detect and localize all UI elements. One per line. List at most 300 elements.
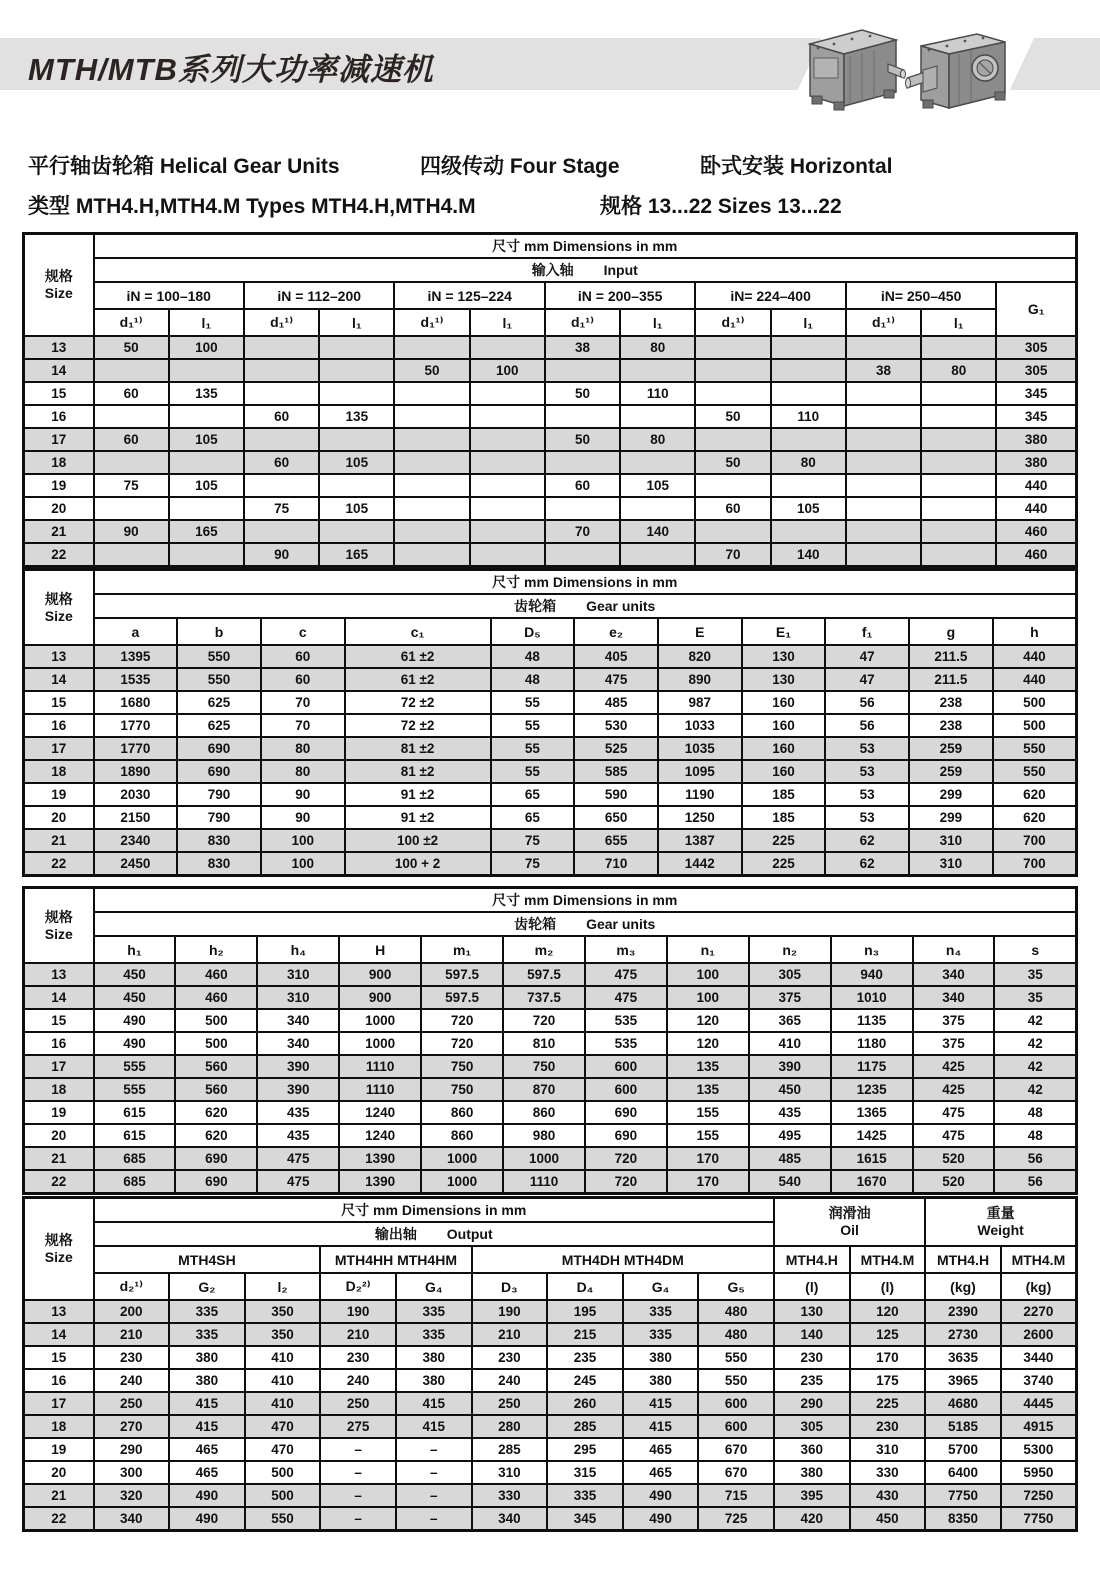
value-cell: 700 [993,829,1077,852]
value-cell: 4445 [1001,1392,1077,1415]
value-cell: 550 [177,668,261,691]
value-cell: 420 [774,1507,850,1531]
value-cell: 340 [913,963,995,986]
value-cell: 330 [850,1461,926,1484]
value-cell: 365 [749,1009,831,1032]
row-size-cell: 18 [24,760,94,783]
value-cell: 597.5 [421,963,503,986]
value-cell: 140 [774,1323,850,1346]
value-cell: 48 [491,668,575,691]
l1-column-header: l₁ [470,309,545,336]
weight-label-zh: 重量 [986,1205,1015,1221]
table-row [24,1124,1077,1147]
value-cell: 90 [244,543,319,567]
row-size-cell: 21 [24,829,94,852]
value-cell [620,543,695,567]
value-cell: 690 [585,1124,667,1147]
value-cell: 299 [909,783,993,806]
table-row [24,760,1077,783]
value-cell: 475 [585,986,667,1009]
value-cell: 380 [396,1369,472,1392]
value-cell: 259 [909,737,993,760]
value-cell: 60 [94,382,169,405]
value-cell [94,497,169,520]
value-cell: 520 [913,1170,995,1194]
gear-units-table-a [22,568,1078,877]
value-cell: 475 [574,668,658,691]
column-header: G₄ [396,1273,472,1300]
value-cell [470,382,545,405]
value-cell: 2150 [94,806,178,829]
value-cell [921,405,996,428]
value-cell [695,382,770,405]
value-cell: 720 [585,1147,667,1170]
value-cell: 3440 [1001,1346,1077,1369]
value-cell: 120 [667,1009,749,1032]
value-cell: 415 [396,1392,472,1415]
value-cell: 90 [261,783,345,806]
subtitle-types: 类型 MTH4.H,MTH4.M Types MTH4.H,MTH4.M [28,195,476,218]
value-cell: 238 [909,714,993,737]
dimensions-header: 尺寸 mm Dimensions in mm [94,570,1077,595]
value-cell: 690 [177,737,261,760]
value-cell: 110 [771,405,846,428]
column-header: D₄ [547,1273,623,1300]
value-cell: 160 [742,737,826,760]
ratio-group-header: iN = 200–355 [545,282,695,309]
gear-units-section-header [94,912,1077,936]
value-cell: 140 [771,543,846,567]
value-cell: 480 [698,1323,774,1346]
value-cell [470,474,545,497]
value-cell: 1033 [658,714,742,737]
value-cell: 91 ±2 [345,783,491,806]
value-cell: 390 [749,1055,831,1078]
value-cell: 120 [667,1032,749,1055]
value-cell: 690 [175,1147,257,1170]
value-cell [244,474,319,497]
gearbox-photo-flange [903,26,1013,118]
value-cell: 380 [996,428,1076,451]
value-cell: 38 [846,359,921,382]
value-cell: 750 [503,1055,585,1078]
value-cell: 520 [913,1147,995,1170]
value-cell: 7250 [1001,1484,1077,1507]
ratio-group-header: iN = 125–224 [394,282,544,309]
value-cell: 470 [245,1438,321,1461]
value-cell: 55 [491,714,575,737]
value-cell: 1000 [339,1032,421,1055]
value-cell [846,497,921,520]
value-cell [470,520,545,543]
value-cell [695,520,770,543]
value-cell [394,474,469,497]
value-cell [244,428,319,451]
value-cell: 380 [396,1346,472,1369]
table-row [24,382,1077,405]
value-cell: 91 ±2 [345,806,491,829]
oil-label-en: Oil [840,1222,859,1238]
value-cell [771,520,846,543]
value-cell: 940 [831,963,913,986]
value-cell: 100 + 2 [345,852,491,876]
value-cell: 105 [319,497,394,520]
row-size-cell: 16 [24,1369,94,1392]
value-cell: 435 [749,1101,831,1124]
value-cell: 720 [503,1009,585,1032]
value-cell: 135 [667,1055,749,1078]
value-cell: 100 [169,336,244,359]
value-cell: 1110 [339,1078,421,1101]
value-cell: 2030 [94,783,178,806]
row-size-cell: 20 [24,1461,94,1484]
value-cell: 890 [658,668,742,691]
value-cell [846,451,921,474]
header-band-right-piece [1010,38,1100,90]
value-cell: 685 [94,1170,176,1194]
value-cell: 345 [547,1507,623,1531]
table-row [24,405,1077,428]
value-cell: – [396,1438,472,1461]
value-cell [244,359,319,382]
value-cell: 345 [996,382,1076,405]
value-cell: 1387 [658,829,742,852]
value-cell: 830 [177,829,261,852]
value-cell: 465 [623,1461,699,1484]
value-cell: 1010 [831,986,913,1009]
value-cell [771,336,846,359]
value-cell: 260 [547,1392,623,1415]
column-header: (kg) [1001,1273,1077,1300]
value-cell: – [320,1484,396,1507]
value-cell: 140 [620,520,695,543]
value-cell: 259 [909,760,993,783]
value-cell: 280 [472,1415,548,1438]
value-cell [470,543,545,567]
value-cell: 460 [996,520,1076,543]
table-row [24,1484,1077,1507]
size-header-en: Size [44,925,73,942]
value-cell: 60 [695,497,770,520]
value-cell: 48 [491,645,575,668]
d1-column-header: d₁¹⁾ [394,309,469,336]
value-cell: 75 [94,474,169,497]
d1-column-header: d₁¹⁾ [545,309,620,336]
value-cell: 500 [175,1009,257,1032]
column-header: D₅ [491,618,575,645]
value-cell: 690 [175,1170,257,1194]
row-size-cell: 16 [24,405,94,428]
value-cell: 440 [993,645,1077,668]
row-size-cell: 20 [24,806,94,829]
value-cell: 1250 [658,806,742,829]
value-cell: 870 [503,1078,585,1101]
table-row [24,852,1077,876]
value-cell [620,497,695,520]
value-cell: 195 [547,1300,623,1323]
ratio-group-header: iN= 224–400 [695,282,845,309]
model-header-mth4h: MTH4.H [925,1246,1001,1273]
l1-column-header: l₁ [620,309,695,336]
value-cell: 60 [545,474,620,497]
value-cell: 3635 [925,1346,1001,1369]
value-cell [545,405,620,428]
subtitle-gear-units: 平行轴齿轮箱 Helical Gear Units [28,155,340,178]
value-cell: 460 [175,986,257,1009]
row-size-cell: 15 [24,382,94,405]
value-cell: 1000 [421,1147,503,1170]
value-cell: 395 [774,1484,850,1507]
input-label-en: Input [603,262,638,278]
value-cell: 290 [774,1392,850,1415]
value-cell: 690 [177,760,261,783]
value-cell [394,428,469,451]
value-cell: 230 [850,1415,926,1438]
value-cell: 200 [94,1300,170,1323]
row-size-cell: 15 [24,1009,94,1032]
value-cell: 725 [698,1507,774,1531]
value-cell: 175 [850,1369,926,1392]
value-cell: 105 [771,497,846,520]
value-cell: 415 [169,1415,245,1438]
size-header-en: Size [44,1249,73,1265]
value-cell: 250 [94,1392,170,1415]
size-header-zh: 规格 [44,590,73,607]
value-cell [545,359,620,382]
value-cell [771,382,846,405]
table-row [24,1438,1077,1461]
value-cell: 35 [994,986,1076,1009]
row-size-cell: 19 [24,1438,94,1461]
value-cell: 1680 [94,691,178,714]
output-label-zh: 输出轴 [374,1226,417,1242]
value-cell [94,543,169,567]
value-cell: 1425 [831,1124,913,1147]
value-cell: 310 [257,986,339,1009]
model-header-mth4h: MTH4.H [774,1246,850,1273]
value-cell: 42 [994,1055,1076,1078]
value-cell: 410 [245,1346,321,1369]
value-cell: 625 [177,691,261,714]
value-cell: 525 [574,737,658,760]
value-cell: 1670 [831,1170,913,1194]
value-cell: 72 ±2 [345,714,491,737]
table-row [24,1078,1077,1101]
value-cell: 375 [913,1009,995,1032]
row-size-cell: 14 [24,1323,94,1346]
value-cell: 820 [658,645,742,668]
value-cell: 535 [585,1009,667,1032]
value-cell: 61 ±2 [345,645,491,668]
value-cell: 600 [698,1392,774,1415]
value-cell [470,336,545,359]
model-group-header-sh: MTH4SH [94,1246,321,1273]
column-header: G₅ [698,1273,774,1300]
value-cell: 380 [996,451,1076,474]
value-cell: 860 [421,1124,503,1147]
value-cell: 320 [94,1484,170,1507]
size-header [24,1198,94,1301]
value-cell: 305 [774,1415,850,1438]
value-cell: 310 [909,829,993,852]
value-cell: 1110 [339,1055,421,1078]
column-header: c [261,618,345,645]
value-cell [169,451,244,474]
value-cell [94,451,169,474]
value-cell: 100 [261,829,345,852]
value-cell: 560 [175,1055,257,1078]
table-row [24,737,1077,760]
value-cell: 80 [921,359,996,382]
value-cell: 475 [585,963,667,986]
value-cell: 335 [623,1300,699,1323]
value-cell: 410 [749,1032,831,1055]
value-cell: 155 [667,1124,749,1147]
column-header: a [94,618,178,645]
value-cell [921,451,996,474]
row-size-cell: 22 [24,852,94,876]
row-size-cell: 13 [24,1300,94,1323]
value-cell: 670 [698,1461,774,1484]
value-cell: 225 [742,829,826,852]
row-size-cell: 16 [24,714,94,737]
l1-column-header: l₁ [169,309,244,336]
value-cell: 185 [742,806,826,829]
value-cell [771,474,846,497]
value-cell: 90 [94,520,169,543]
value-cell: 80 [261,737,345,760]
value-cell: 310 [850,1438,926,1461]
value-cell: 240 [472,1369,548,1392]
value-cell [620,405,695,428]
gear-units-table-b [22,886,1078,1195]
value-cell: 60 [244,451,319,474]
subtitle-sizes: 规格 13...22 Sizes 13...22 [600,195,842,218]
value-cell [394,543,469,567]
value-cell: 485 [574,691,658,714]
subtitle-horizontal: 卧式安装 Horizontal [700,155,893,178]
value-cell: 700 [993,852,1077,876]
value-cell [921,520,996,543]
value-cell: 55 [491,691,575,714]
gear-units-label-zh: 齿轮箱 [514,598,557,614]
column-header: n₂ [749,936,831,963]
row-size-cell: 15 [24,1346,94,1369]
value-cell: 72 ±2 [345,691,491,714]
value-cell [470,497,545,520]
value-cell [620,359,695,382]
value-cell: 240 [94,1369,170,1392]
value-cell: 335 [547,1484,623,1507]
value-cell [244,336,319,359]
value-cell [846,405,921,428]
value-cell [470,405,545,428]
value-cell: 790 [177,806,261,829]
value-cell: 50 [94,336,169,359]
value-cell: 42 [994,1032,1076,1055]
row-size-cell: 22 [24,1170,94,1194]
value-cell: 550 [993,737,1077,760]
value-cell: 435 [257,1124,339,1147]
value-cell: 490 [169,1507,245,1531]
value-cell: 340 [913,986,995,1009]
column-header: m₂ [503,936,585,963]
row-size-cell: 13 [24,963,94,986]
value-cell: 230 [774,1346,850,1369]
row-size-cell: 17 [24,1392,94,1415]
table-row [24,1300,1077,1323]
value-cell [921,474,996,497]
size-header-zh: 规格 [44,908,73,925]
value-cell: 170 [667,1147,749,1170]
value-cell: 5185 [925,1415,1001,1438]
value-cell: 380 [623,1346,699,1369]
value-cell: 65 [491,783,575,806]
value-cell: 900 [339,986,421,1009]
value-cell: 1615 [831,1147,913,1170]
value-cell: 685 [94,1147,176,1170]
value-cell [169,405,244,428]
l1-column-header: l₁ [319,309,394,336]
column-header: b [177,618,261,645]
value-cell: 81 ±2 [345,760,491,783]
value-cell: 105 [319,451,394,474]
d1-column-header: d₁¹⁾ [695,309,770,336]
value-cell: 35 [994,963,1076,986]
column-header: h₂ [175,936,257,963]
table-row [24,1032,1077,1055]
value-cell: 290 [94,1438,170,1461]
value-cell: 55 [491,760,575,783]
value-cell: 335 [396,1300,472,1323]
row-size-cell: 19 [24,474,94,497]
value-cell: 335 [169,1323,245,1346]
value-cell: 590 [574,783,658,806]
value-cell [319,520,394,543]
value-cell: 53 [825,806,909,829]
value-cell: 100 [667,986,749,1009]
value-cell: 2600 [1001,1323,1077,1346]
value-cell: 315 [547,1461,623,1484]
value-cell: 6400 [925,1461,1001,1484]
input-shaft-table-body [24,336,1077,567]
value-cell [94,359,169,382]
value-cell: 597.5 [421,986,503,1009]
value-cell: 3965 [925,1369,1001,1392]
row-size-cell: 22 [24,543,94,567]
value-cell: 80 [261,760,345,783]
value-cell: 450 [749,1078,831,1101]
model-header-mth4m: MTH4.M [1001,1246,1077,1273]
value-cell: 550 [698,1369,774,1392]
value-cell: 430 [850,1484,926,1507]
column-header: (l) [850,1273,926,1300]
value-cell: 165 [319,543,394,567]
column-header: H [339,936,421,963]
row-size-cell: 15 [24,691,94,714]
value-cell: 90 [261,806,345,829]
input-shaft-table [22,232,1078,568]
d1-column-header: d₁¹⁾ [94,309,169,336]
value-cell: 5950 [1001,1461,1077,1484]
value-cell: 1035 [658,737,742,760]
value-cell: 53 [825,760,909,783]
value-cell: 185 [742,783,826,806]
value-cell: 130 [742,645,826,668]
value-cell: 490 [94,1032,176,1055]
value-cell: 100 ±2 [345,829,491,852]
output-shaft-table-body [24,1300,1077,1531]
